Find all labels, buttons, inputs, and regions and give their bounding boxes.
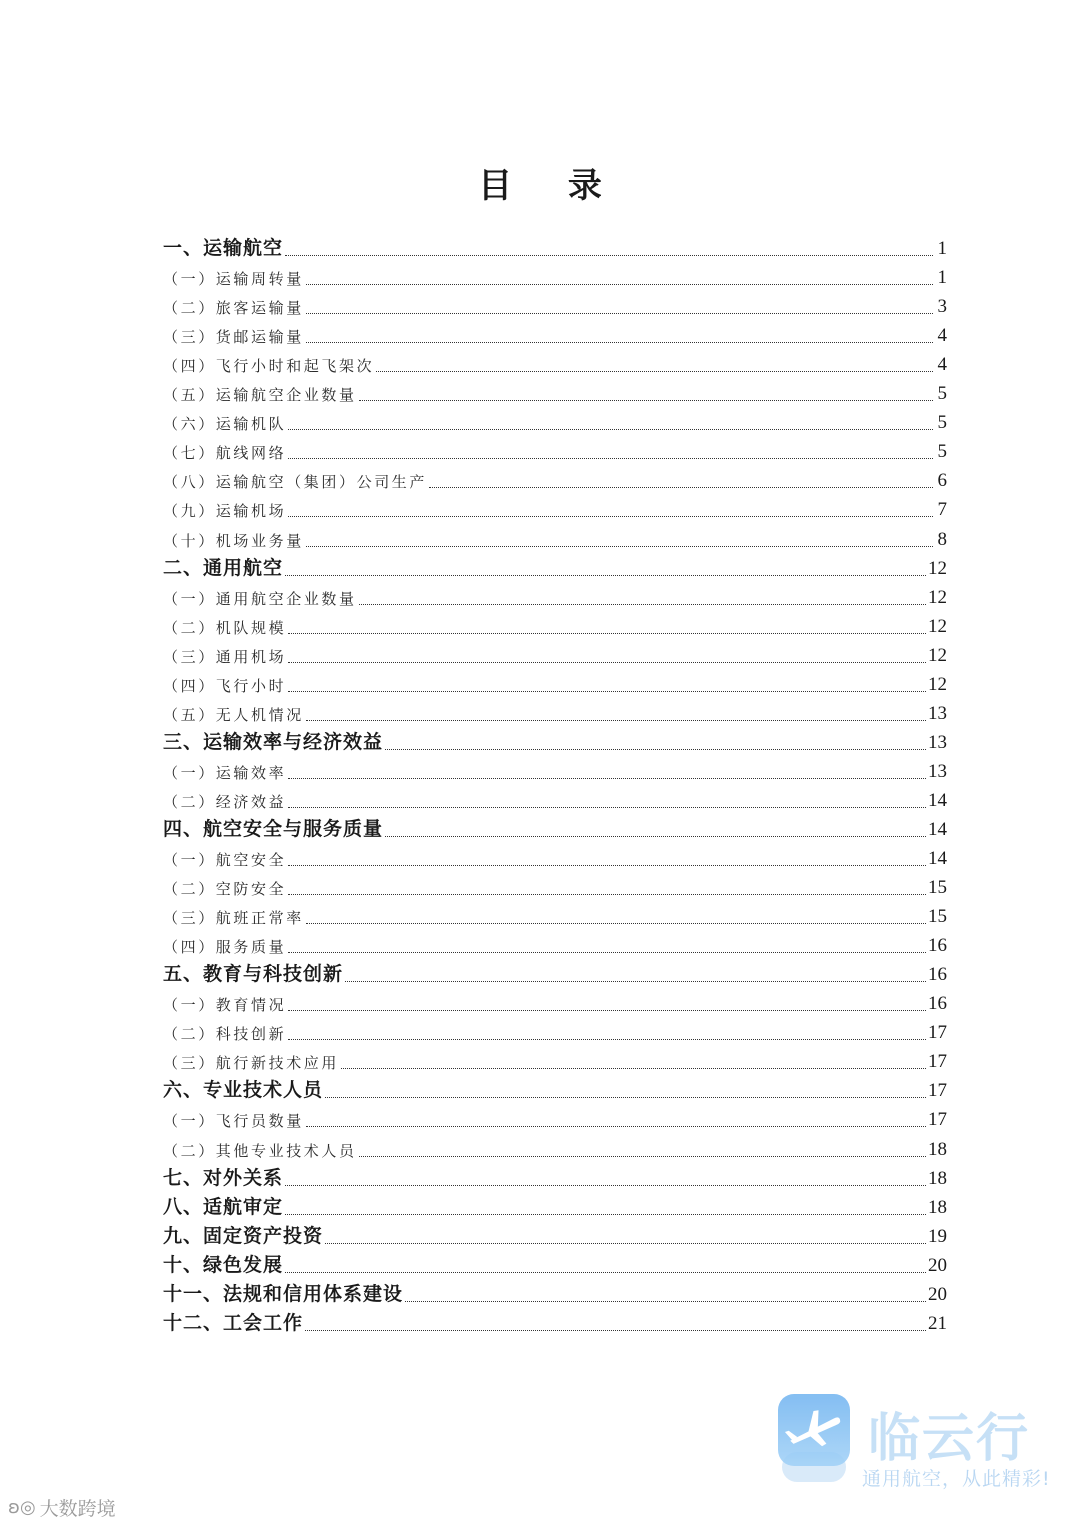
toc-section-entry[interactable] bbox=[163, 816, 947, 845]
toc-page-number: 14 bbox=[928, 789, 947, 811]
toc-entry-label: （六）运输机队 bbox=[163, 415, 287, 434]
toc-subsection-entry[interactable] bbox=[163, 700, 947, 729]
toc-entry-label: （三）航班正常率 bbox=[163, 909, 304, 928]
toc-entry-label: （二）科技创新 bbox=[163, 1025, 287, 1044]
toc-dot-leader bbox=[285, 575, 926, 576]
toc-page-number: 1 bbox=[937, 267, 947, 289]
toc-subsection-entry[interactable] bbox=[163, 351, 947, 380]
table-of-contents bbox=[163, 235, 947, 1339]
toc-page-number: 20 bbox=[928, 1283, 947, 1305]
toc-subsection-entry[interactable] bbox=[163, 438, 947, 467]
toc-page-number: 12 bbox=[928, 644, 947, 666]
toc-dot-leader bbox=[385, 749, 926, 750]
brand-watermark bbox=[778, 1394, 1078, 1494]
toc-entry-label: （九）运输机场 bbox=[163, 502, 287, 521]
toc-section-entry[interactable] bbox=[163, 961, 947, 990]
toc-dot-leader bbox=[325, 1243, 926, 1244]
toc-dot-leader bbox=[288, 429, 933, 430]
toc-entry-label: （二）经济效益 bbox=[163, 792, 287, 811]
toc-page-number: 16 bbox=[928, 964, 947, 986]
toc-subsection-entry[interactable] bbox=[163, 1106, 947, 1135]
toc-dot-leader bbox=[306, 313, 933, 314]
toc-entry-label: 二、通用航空 bbox=[163, 556, 284, 579]
toc-entry-label: 九、固定资产投资 bbox=[163, 1224, 324, 1247]
toc-section-entry[interactable] bbox=[163, 1310, 947, 1339]
toc-page-number: 5 bbox=[937, 441, 947, 463]
toc-page-number: 12 bbox=[928, 586, 947, 608]
toc-entry-label: （二）空防安全 bbox=[163, 880, 287, 899]
toc-page-number: 4 bbox=[937, 325, 947, 347]
toc-page-number: 20 bbox=[928, 1254, 947, 1276]
toc-page-number: 19 bbox=[928, 1225, 947, 1247]
toc-entry-label: （五）无人机情况 bbox=[163, 705, 304, 724]
toc-entry-label: （一）航空安全 bbox=[163, 851, 287, 870]
toc-subsection-entry[interactable] bbox=[163, 467, 947, 496]
toc-entry-label: 六、专业技术人员 bbox=[163, 1079, 324, 1102]
toc-dot-leader bbox=[325, 1097, 926, 1098]
toc-dot-leader bbox=[385, 836, 926, 837]
toc-page-number: 15 bbox=[928, 877, 947, 899]
toc-page-number: 13 bbox=[928, 702, 947, 724]
corner-watermark bbox=[8, 1494, 116, 1521]
toc-subsection-entry[interactable] bbox=[163, 584, 947, 613]
toc-page-number: 3 bbox=[937, 296, 947, 318]
toc-page-number: 14 bbox=[928, 818, 947, 840]
toc-entry-label: 三、运输效率与经济效益 bbox=[163, 730, 384, 753]
toc-subsection-entry[interactable] bbox=[163, 1019, 947, 1048]
toc-page-number: 12 bbox=[928, 557, 947, 579]
toc-dot-leader bbox=[359, 604, 926, 605]
toc-subsection-entry[interactable] bbox=[163, 1048, 947, 1077]
toc-entry-label: （八）运输航空（集团）公司生产 bbox=[163, 473, 428, 492]
toc-dot-leader bbox=[285, 1272, 926, 1273]
toc-page-number: 8 bbox=[937, 528, 947, 550]
toc-section-entry[interactable] bbox=[163, 1165, 947, 1194]
toc-dot-leader bbox=[405, 1301, 926, 1302]
toc-page-number: 5 bbox=[937, 412, 947, 434]
toc-entry-label: （三）货邮运输量 bbox=[163, 328, 304, 347]
toc-dot-leader bbox=[429, 487, 933, 488]
corner-watermark-text: 大数跨境 bbox=[39, 1498, 116, 1520]
toc-subsection-entry[interactable] bbox=[163, 845, 947, 874]
toc-dot-leader bbox=[285, 1185, 926, 1186]
toc-dot-leader bbox=[376, 371, 933, 372]
toc-subsection-entry[interactable] bbox=[163, 380, 947, 409]
toc-page-number: 13 bbox=[928, 731, 947, 753]
toc-dot-leader bbox=[341, 1068, 926, 1069]
toc-subsection-entry[interactable] bbox=[163, 642, 947, 671]
page-title: 目 录 bbox=[478, 166, 624, 206]
toc-entry-label: （一）通用航空企业数量 bbox=[163, 589, 357, 608]
toc-dot-leader bbox=[288, 516, 933, 517]
toc-section-entry[interactable] bbox=[163, 1252, 947, 1281]
toc-entry-label: 十二、工会工作 bbox=[163, 1311, 304, 1334]
toc-dot-leader bbox=[288, 458, 933, 459]
toc-page-number: 17 bbox=[928, 1109, 947, 1131]
toc-entry-label: （五）运输航空企业数量 bbox=[163, 386, 357, 405]
toc-subsection-entry[interactable] bbox=[163, 1135, 947, 1164]
toc-page-number: 5 bbox=[937, 383, 947, 405]
toc-page-number: 1 bbox=[937, 238, 947, 260]
toc-entry-label: （三）航行新技术应用 bbox=[163, 1054, 340, 1073]
toc-section-entry[interactable] bbox=[163, 235, 947, 264]
toc-dot-leader bbox=[288, 1039, 926, 1040]
toc-page-number: 18 bbox=[928, 1167, 947, 1189]
toc-entry-label: （四）服务质量 bbox=[163, 938, 287, 957]
toc-entry-label: （一）教育情况 bbox=[163, 996, 287, 1015]
brand-slogan: 通用航空，从此精彩! bbox=[862, 1468, 1051, 1490]
toc-subsection-entry[interactable] bbox=[163, 409, 947, 438]
toc-dot-leader bbox=[288, 807, 926, 808]
toc-section-entry[interactable] bbox=[163, 729, 947, 758]
toc-page-number: 6 bbox=[937, 470, 947, 492]
toc-dot-leader bbox=[288, 691, 926, 692]
toc-dot-leader bbox=[288, 633, 926, 634]
toc-page-number: 17 bbox=[928, 1022, 947, 1044]
airplane-icon bbox=[778, 1394, 850, 1466]
toc-dot-leader bbox=[288, 865, 926, 866]
weibo-icon: ʚ◎ bbox=[8, 1497, 36, 1518]
toc-entry-label: （三）通用机场 bbox=[163, 647, 287, 666]
toc-subsection-entry[interactable] bbox=[163, 293, 947, 322]
toc-dot-leader bbox=[288, 894, 926, 895]
toc-dot-leader bbox=[288, 952, 926, 953]
toc-dot-leader bbox=[306, 720, 926, 721]
toc-page-number: 16 bbox=[928, 993, 947, 1015]
toc-subsection-entry[interactable] bbox=[163, 322, 947, 351]
toc-page-number: 16 bbox=[928, 935, 947, 957]
toc-entry-label: （四）飞行小时和起飞架次 bbox=[163, 357, 375, 376]
toc-entry-label: 十一、法规和信用体系建设 bbox=[163, 1282, 404, 1305]
toc-section-entry[interactable] bbox=[163, 1077, 947, 1106]
toc-entry-label: 七、对外关系 bbox=[163, 1166, 284, 1189]
toc-dot-leader bbox=[285, 255, 933, 256]
toc-page-number: 12 bbox=[928, 615, 947, 637]
toc-entry-label: （二）机队规模 bbox=[163, 618, 287, 637]
toc-dot-leader bbox=[306, 342, 933, 343]
toc-dot-leader bbox=[305, 1330, 926, 1331]
toc-page-number: 21 bbox=[928, 1312, 947, 1334]
brand-name: 临云行 bbox=[868, 1409, 1031, 1469]
toc-dot-leader bbox=[306, 546, 933, 547]
toc-dot-leader bbox=[359, 1156, 926, 1157]
toc-dot-leader bbox=[288, 778, 926, 779]
toc-subsection-entry[interactable] bbox=[163, 671, 947, 700]
toc-subsection-entry[interactable] bbox=[163, 874, 947, 903]
toc-section-entry[interactable] bbox=[163, 1281, 947, 1310]
toc-entry-label: （一）运输周转量 bbox=[163, 270, 304, 289]
toc-entry-label: （二）其他专业技术人员 bbox=[163, 1141, 357, 1160]
toc-section-entry[interactable] bbox=[163, 1223, 947, 1252]
toc-entry-label: （七）航线网络 bbox=[163, 444, 287, 463]
toc-dot-leader bbox=[306, 1126, 926, 1127]
toc-dot-leader bbox=[359, 400, 933, 401]
toc-entry-label: （一）运输效率 bbox=[163, 763, 287, 782]
toc-dot-leader bbox=[288, 662, 926, 663]
toc-subsection-entry[interactable] bbox=[163, 990, 947, 1019]
toc-subsection-entry[interactable] bbox=[163, 787, 947, 816]
toc-section-entry[interactable] bbox=[163, 555, 947, 584]
toc-page-number: 7 bbox=[937, 499, 947, 521]
toc-page-number: 18 bbox=[928, 1138, 947, 1160]
toc-entry-label: （二）旅客运输量 bbox=[163, 299, 304, 318]
toc-entry-label: （四）飞行小时 bbox=[163, 676, 287, 695]
toc-dot-leader bbox=[345, 981, 926, 982]
toc-page-number: 17 bbox=[928, 1080, 947, 1102]
toc-entry-label: 一、运输航空 bbox=[163, 237, 284, 260]
toc-page-number: 17 bbox=[928, 1051, 947, 1073]
toc-subsection-entry[interactable] bbox=[163, 903, 947, 932]
toc-dot-leader bbox=[306, 923, 926, 924]
toc-subsection-entry[interactable] bbox=[163, 932, 947, 961]
toc-entry-label: 五、教育与科技创新 bbox=[163, 963, 344, 986]
toc-subsection-entry[interactable] bbox=[163, 496, 947, 525]
toc-subsection-entry[interactable] bbox=[163, 613, 947, 642]
toc-entry-label: 十、绿色发展 bbox=[163, 1253, 284, 1276]
toc-page-number: 12 bbox=[928, 673, 947, 695]
toc-entry-label: （十）机场业务量 bbox=[163, 531, 304, 550]
toc-dot-leader bbox=[306, 284, 933, 285]
toc-page-number: 18 bbox=[928, 1196, 947, 1218]
toc-page-number: 13 bbox=[928, 760, 947, 782]
toc-subsection-entry[interactable] bbox=[163, 758, 947, 787]
toc-page-number: 15 bbox=[928, 906, 947, 928]
toc-subsection-entry[interactable] bbox=[163, 264, 947, 293]
toc-subsection-entry[interactable] bbox=[163, 525, 947, 554]
toc-section-entry[interactable] bbox=[163, 1194, 947, 1223]
toc-page-number: 14 bbox=[928, 848, 947, 870]
toc-entry-label: （一）飞行员数量 bbox=[163, 1112, 304, 1131]
toc-entry-label: 八、适航审定 bbox=[163, 1195, 284, 1218]
toc-dot-leader bbox=[285, 1214, 926, 1215]
toc-dot-leader bbox=[288, 1010, 926, 1011]
toc-entry-label: 四、航空安全与服务质量 bbox=[163, 817, 384, 840]
toc-page-number: 4 bbox=[937, 354, 947, 376]
